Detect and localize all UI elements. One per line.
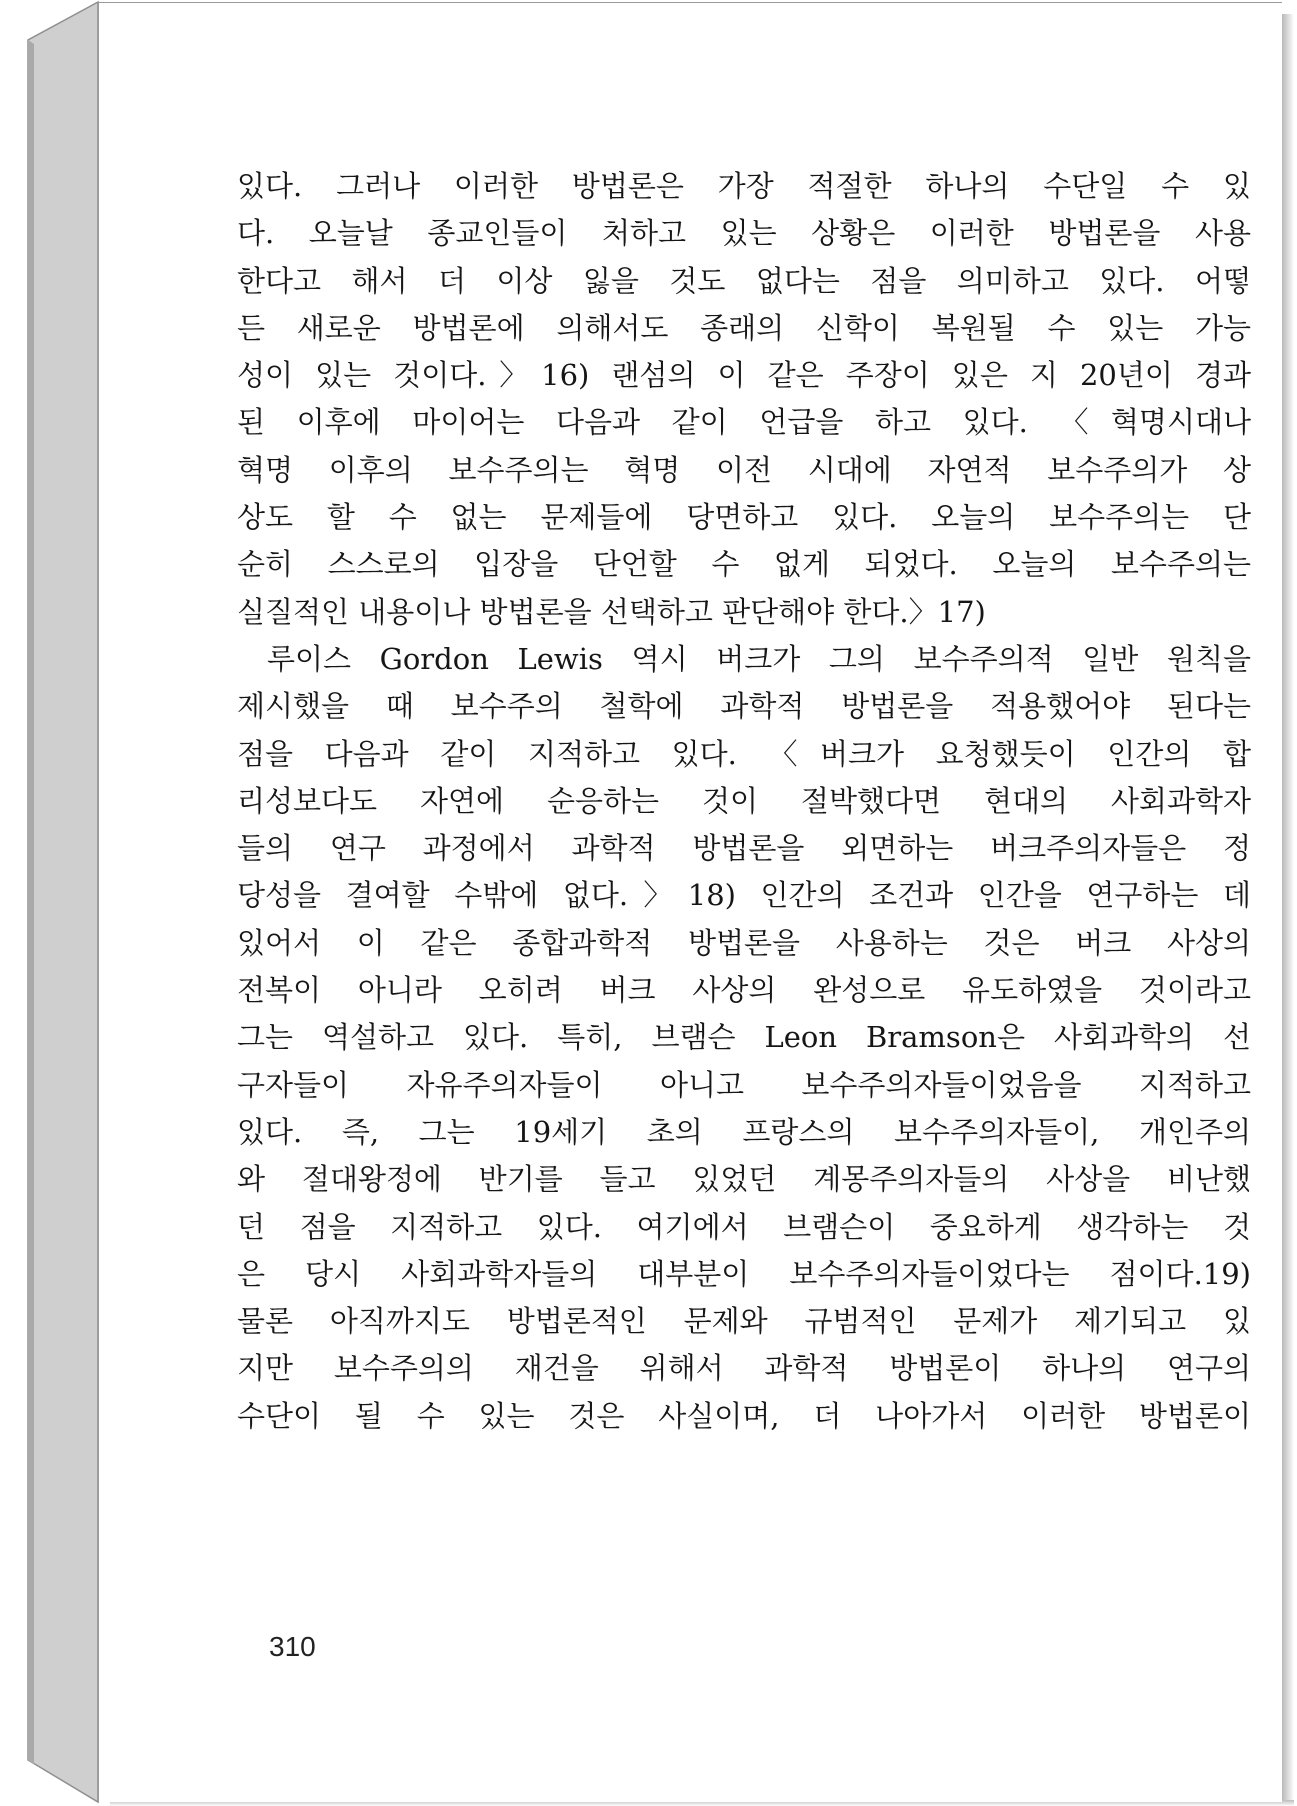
page-number: 310 <box>269 1631 316 1662</box>
text-line: 리성보다도 자연에 순응하는 것이 절박했다면 현대의 사회과학자 <box>237 783 1251 818</box>
text-line: 던 점을 지적하고 있다. 여기에서 브램슨이 중요하게 생각하는 것 <box>237 1209 1251 1244</box>
text-line: 그는 역설하고 있다. 특히, 브램슨 Leon Bramson은 사회과학의 선 <box>237 1020 1251 1055</box>
text-line: 수단이 될 수 있는 것은 사실이며, 더 나아가서 이러한 방법론이 <box>237 1398 1251 1433</box>
text-line: 들의 연구 과정에서 과학적 방법론을 외면하는 버크주의자들은 정 <box>237 831 1251 866</box>
text-line: 있다. 그러나 이러한 방법론은 가장 적절한 하나의 수단일 수 있 <box>237 169 1251 203</box>
body-text <box>237 163 1251 1440</box>
text-line: 다. 오늘날 종교인들이 처하고 있는 상황은 이러한 방법론을 사용 <box>237 216 1251 251</box>
text-line: 루이스 Gordon Lewis 역시 버크가 그의 보수주의적 일반 원칙을 <box>267 641 1251 676</box>
text-line: 구자들이 자유주의자들이 아니고 보수주의자들이었음을 지적하고 <box>237 1067 1251 1102</box>
text-line: 든 새로운 방법론에 의해서도 종래의 신학이 복원될 수 있는 가능 <box>237 310 1251 345</box>
text-line: 제시했을 때 보수주의 철학에 과학적 방법론을 적용했어야 된다는 <box>237 689 1251 724</box>
page-right-shadow <box>1282 14 1294 1804</box>
text-line: 당성을 결여할 수밖에 없다.〉18) 인간의 조건과 인간을 연구하는 데 <box>237 878 1251 913</box>
text-line: 된 이후에 마이어는 다음과 같이 언급을 하고 있다. 〈혁명시대나 <box>237 405 1251 440</box>
text-line: 순히 스스로의 입장을 단언할 수 없게 되었다. 오늘의 보수주의는 <box>237 547 1251 582</box>
text-line: 있어서 이 같은 종합과학적 방법론을 사용하는 것은 버크 사상의 <box>237 925 1251 960</box>
text-line: 실질적인 내용이나 방법론을 선택하고 판단해야 한다.〉17) <box>237 594 986 629</box>
text-line: 한다고 해서 더 이상 잃을 것도 없다는 점을 의미하고 있다. 어떻 <box>237 263 1251 298</box>
text-line: 전복이 아니라 오히려 버크 사상의 완성으로 유도하였을 것이라고 <box>237 973 1251 1008</box>
text-line: 점을 다음과 같이 지적하고 있다. 〈버크가 요청했듯이 인간의 합 <box>237 736 1251 771</box>
text-line: 성이 있는 것이다.〉16) 랜섬의 이 같은 주장이 있은 지 20년이 경과 <box>237 358 1251 393</box>
text-line: 와 절대왕정에 반기를 들고 있었던 계몽주의자들의 사상을 비난했 <box>237 1162 1251 1197</box>
text-line: 혁명 이후의 보수주의는 혁명 이전 시대에 자연적 보수주의가 상 <box>237 452 1251 487</box>
text-line: 물론 아직까지도 방법론적인 문제와 규범적인 문제가 제기되고 있 <box>237 1304 1251 1339</box>
text-line: 있다. 즉, 그는 19세기 초의 프랑스의 보수주의자들이, 개인주의 <box>237 1114 1251 1149</box>
page-sheet <box>98 2 1282 1802</box>
text-line: 은 당시 사회과학자들의 대부분이 보수주의자들이었다는 점이다.19) <box>237 1256 1251 1291</box>
text-line: 상도 할 수 없는 문제들에 당면하고 있다. 오늘의 보수주의는 단 <box>237 500 1251 535</box>
text-line: 지만 보수주의의 재건을 위해서 과학적 방법론이 하나의 연구의 <box>237 1351 1251 1386</box>
